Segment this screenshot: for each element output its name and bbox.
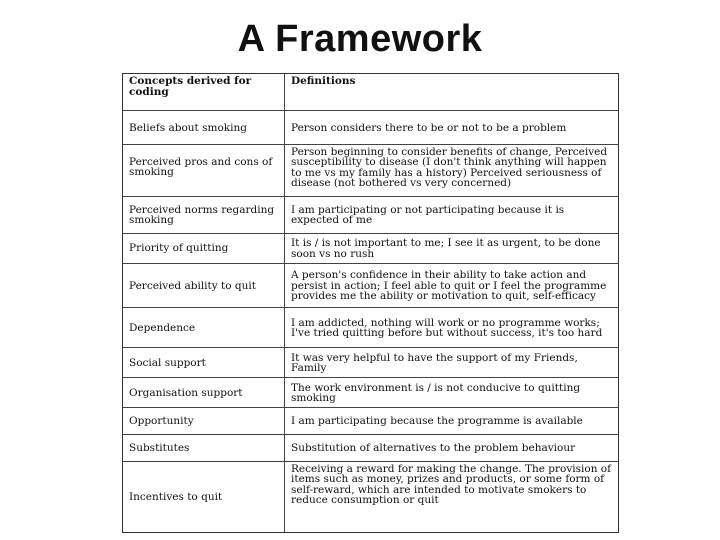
- definition-cell: A person's confidence in their ability to take action and persist in action; I feel able to quit or I feel the programme provides me the ability or motivation to quit, self-efficacy: [285, 263, 619, 307]
- definition-cell: Substitution of alternatives to the problem behaviour: [285, 434, 619, 461]
- definition-cell: It is / is not important to me; I see it as urgent, to be done soon vs no rush: [285, 233, 619, 263]
- definition-cell: The work environment is / is not conducive to quitting smoking: [285, 378, 619, 407]
- table-row: [123, 461, 618, 532]
- definition-cell: Person beginning to consider benefits of change, Perceived susceptibility to disease (I don't think anything will happen to me vs my family has a history) Perceived seriousness of disease (not bothered vs very concerned): [285, 144, 619, 196]
- table-row: [123, 378, 618, 407]
- header-definitions: Definitions: [285, 74, 619, 110]
- concept-cell: Perceived ability to quit: [123, 263, 285, 307]
- table-row: [123, 233, 618, 263]
- table-row: [123, 110, 618, 144]
- concept-cell: Priority of quitting: [123, 233, 285, 263]
- definition-cell: I am addicted, nothing will work or no programme works; I've tried quitting before but without success, it's too hard: [285, 307, 619, 347]
- concept-cell: Organisation support: [123, 378, 285, 407]
- header-concepts: Concepts derived for coding: [123, 74, 285, 110]
- definition-cell: Receiving a reward for making the change. The provision of items such as money, prizes and products, or some form of self-reward, which are intended to motivate smokers to reduce consumption or quit: [291, 462, 612, 507]
- table-row: [123, 407, 618, 434]
- concept-cell: Substitutes: [123, 434, 285, 461]
- table-row: [123, 197, 618, 233]
- definition-cell: It was very helpful to have the support of my Friends, Family: [285, 348, 619, 378]
- slide-title: A Framework: [237, 18, 483, 60]
- concept-cell: Incentives to quit: [123, 461, 285, 532]
- concept-cell: Opportunity: [123, 407, 285, 434]
- table-row: [123, 307, 618, 347]
- concept-cell: Dependence: [123, 307, 285, 347]
- concept-cell: Social support: [123, 348, 285, 378]
- concept-cell: Perceived norms regarding smoking: [123, 197, 285, 233]
- concept-cell: Perceived pros and cons of smoking: [123, 144, 285, 196]
- table-header-row: [123, 74, 618, 110]
- table-row: [123, 263, 618, 307]
- table-row: [123, 348, 618, 378]
- table-row: [123, 434, 618, 461]
- definition-cell: I am participating because the programme is available: [285, 407, 619, 434]
- table-row: [123, 144, 618, 196]
- framework-table: [122, 73, 619, 533]
- definition-cell: Person considers there to be or not to be a problem: [285, 110, 619, 144]
- concept-cell: Beliefs about smoking: [123, 110, 285, 144]
- definition-cell: I am participating or not participating because it is expected of me: [285, 197, 619, 233]
